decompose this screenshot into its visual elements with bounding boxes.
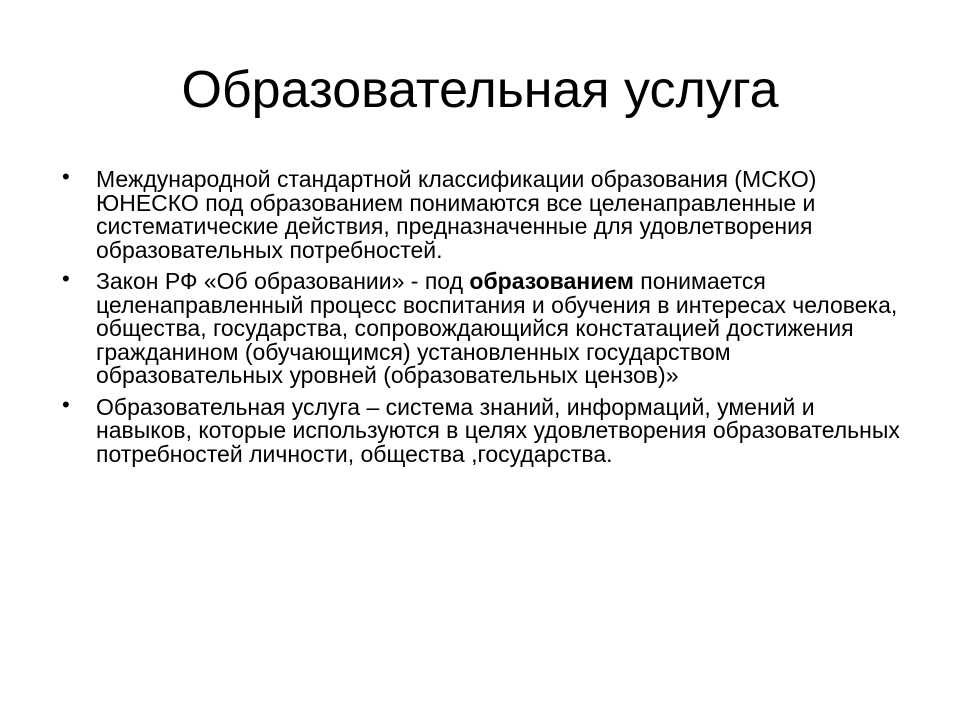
bullet-text-after: понимается целенаправленный процесс воспитания и обучения в интересах человека, общества, государства, сопровождающийся констатацией достижения гражданином (обучающимся) установленных государством образовательных уровней (образовательных цензов)»	[96, 268, 898, 388]
bullet-marker-icon: •	[62, 266, 70, 291]
bullet-text-bold: образованием	[469, 268, 634, 294]
bullet-item-law	[62, 266, 916, 388]
slide-title: Образовательная услуга	[181, 61, 779, 119]
bullet-text: Образовательная услуга – система знаний, информаций, умений и навыков, которые используются в целях удовлетворения образовательных потребностей личности, общества ,государства.	[96, 393, 900, 467]
bullet-text: Международной стандартной классификации образования (МСКО) ЮНЕСКО под образованием понимаются все целенаправленные и систематические действия, предназначенные для удовлетворения образовательных потребностей.	[96, 166, 817, 263]
bullet-marker-icon: •	[62, 164, 70, 189]
bullet-item-service	[62, 391, 916, 467]
bullet-marker-icon: •	[62, 391, 70, 417]
bullet-text-before: Закон РФ «Об образовании» - под	[96, 268, 470, 294]
bullet-item-mcko	[62, 164, 916, 263]
bullet-list	[62, 164, 916, 474]
